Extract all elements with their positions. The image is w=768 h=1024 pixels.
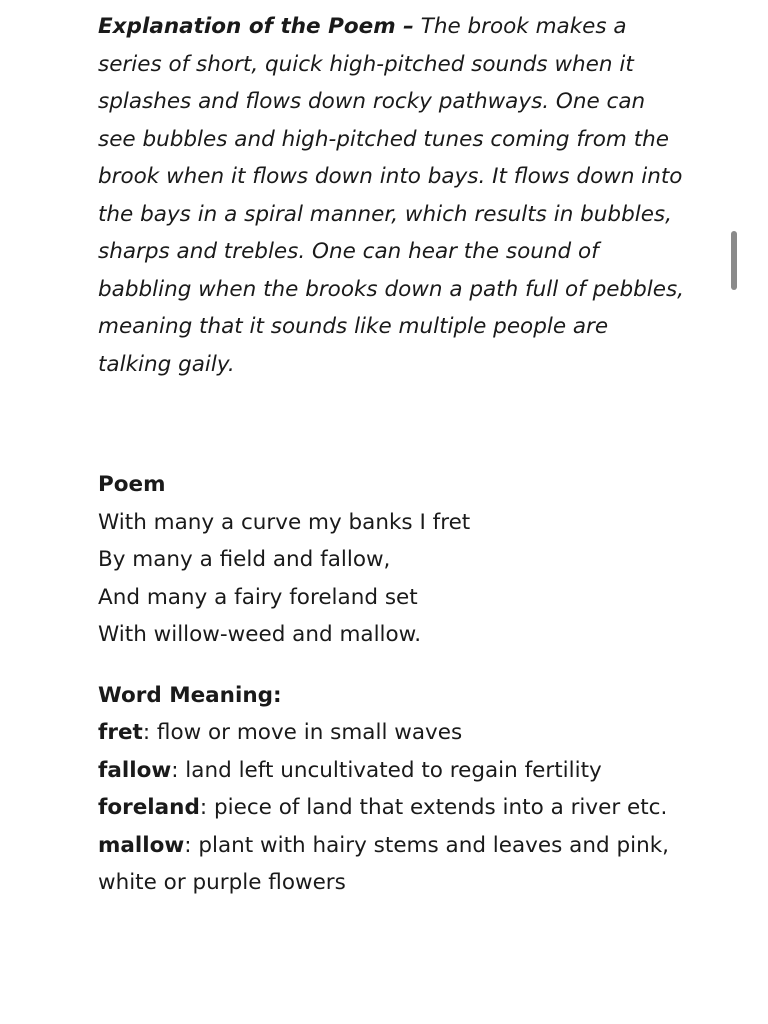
article-content [98,8,688,902]
scrollbar-thumb[interactable] [731,231,737,290]
word-term: fallow [98,757,172,783]
poem-line: By many a field and fallow, [98,547,391,572]
explanation-body: The brook makes a series of short, quick high-pitched sounds when it splashes and flows down rocky pathways. One can see bubbles and high-pitched tunes coming from the brook when it flows down into bays. It flows down into the bays in a spiral manner, which results in bubbles, sharps and trebles. One can hear the sound of babbling when the brooks down a path full of pebbles, meaning that it sounds like multiple people are talking gaily. [98,14,684,377]
word-meaning-entry [98,789,688,827]
word-term: mallow [98,832,185,858]
poem-explanation [98,8,688,383]
word-meaning-entry [98,827,688,902]
word-definition: : land left uncultivated to regain fertility [171,757,602,783]
word-meaning-entry [98,714,688,752]
poem-line: With many a curve my banks I fret [98,509,471,535]
word-term: fret [98,720,143,745]
word-definition: : piece of land that extends into a river etc. [199,795,668,820]
word-term: foreland [98,795,200,820]
word-definition: : flow or move in small waves [142,720,463,745]
poem-line: With willow-weed and mallow. [98,622,422,647]
word-meaning-section [98,677,688,902]
word-meaning-heading: Word Meaning: [98,682,282,708]
poem-section [98,466,688,654]
word-definition: : plant with hairy stems and leaves and pink, white or purple flowers [98,832,669,895]
poem-heading: Poem [98,472,166,497]
word-meaning-entry [98,752,688,790]
poem-line: And many a fairy foreland set [98,584,418,610]
explanation-lead: Explanation of the Poem – [98,14,414,39]
